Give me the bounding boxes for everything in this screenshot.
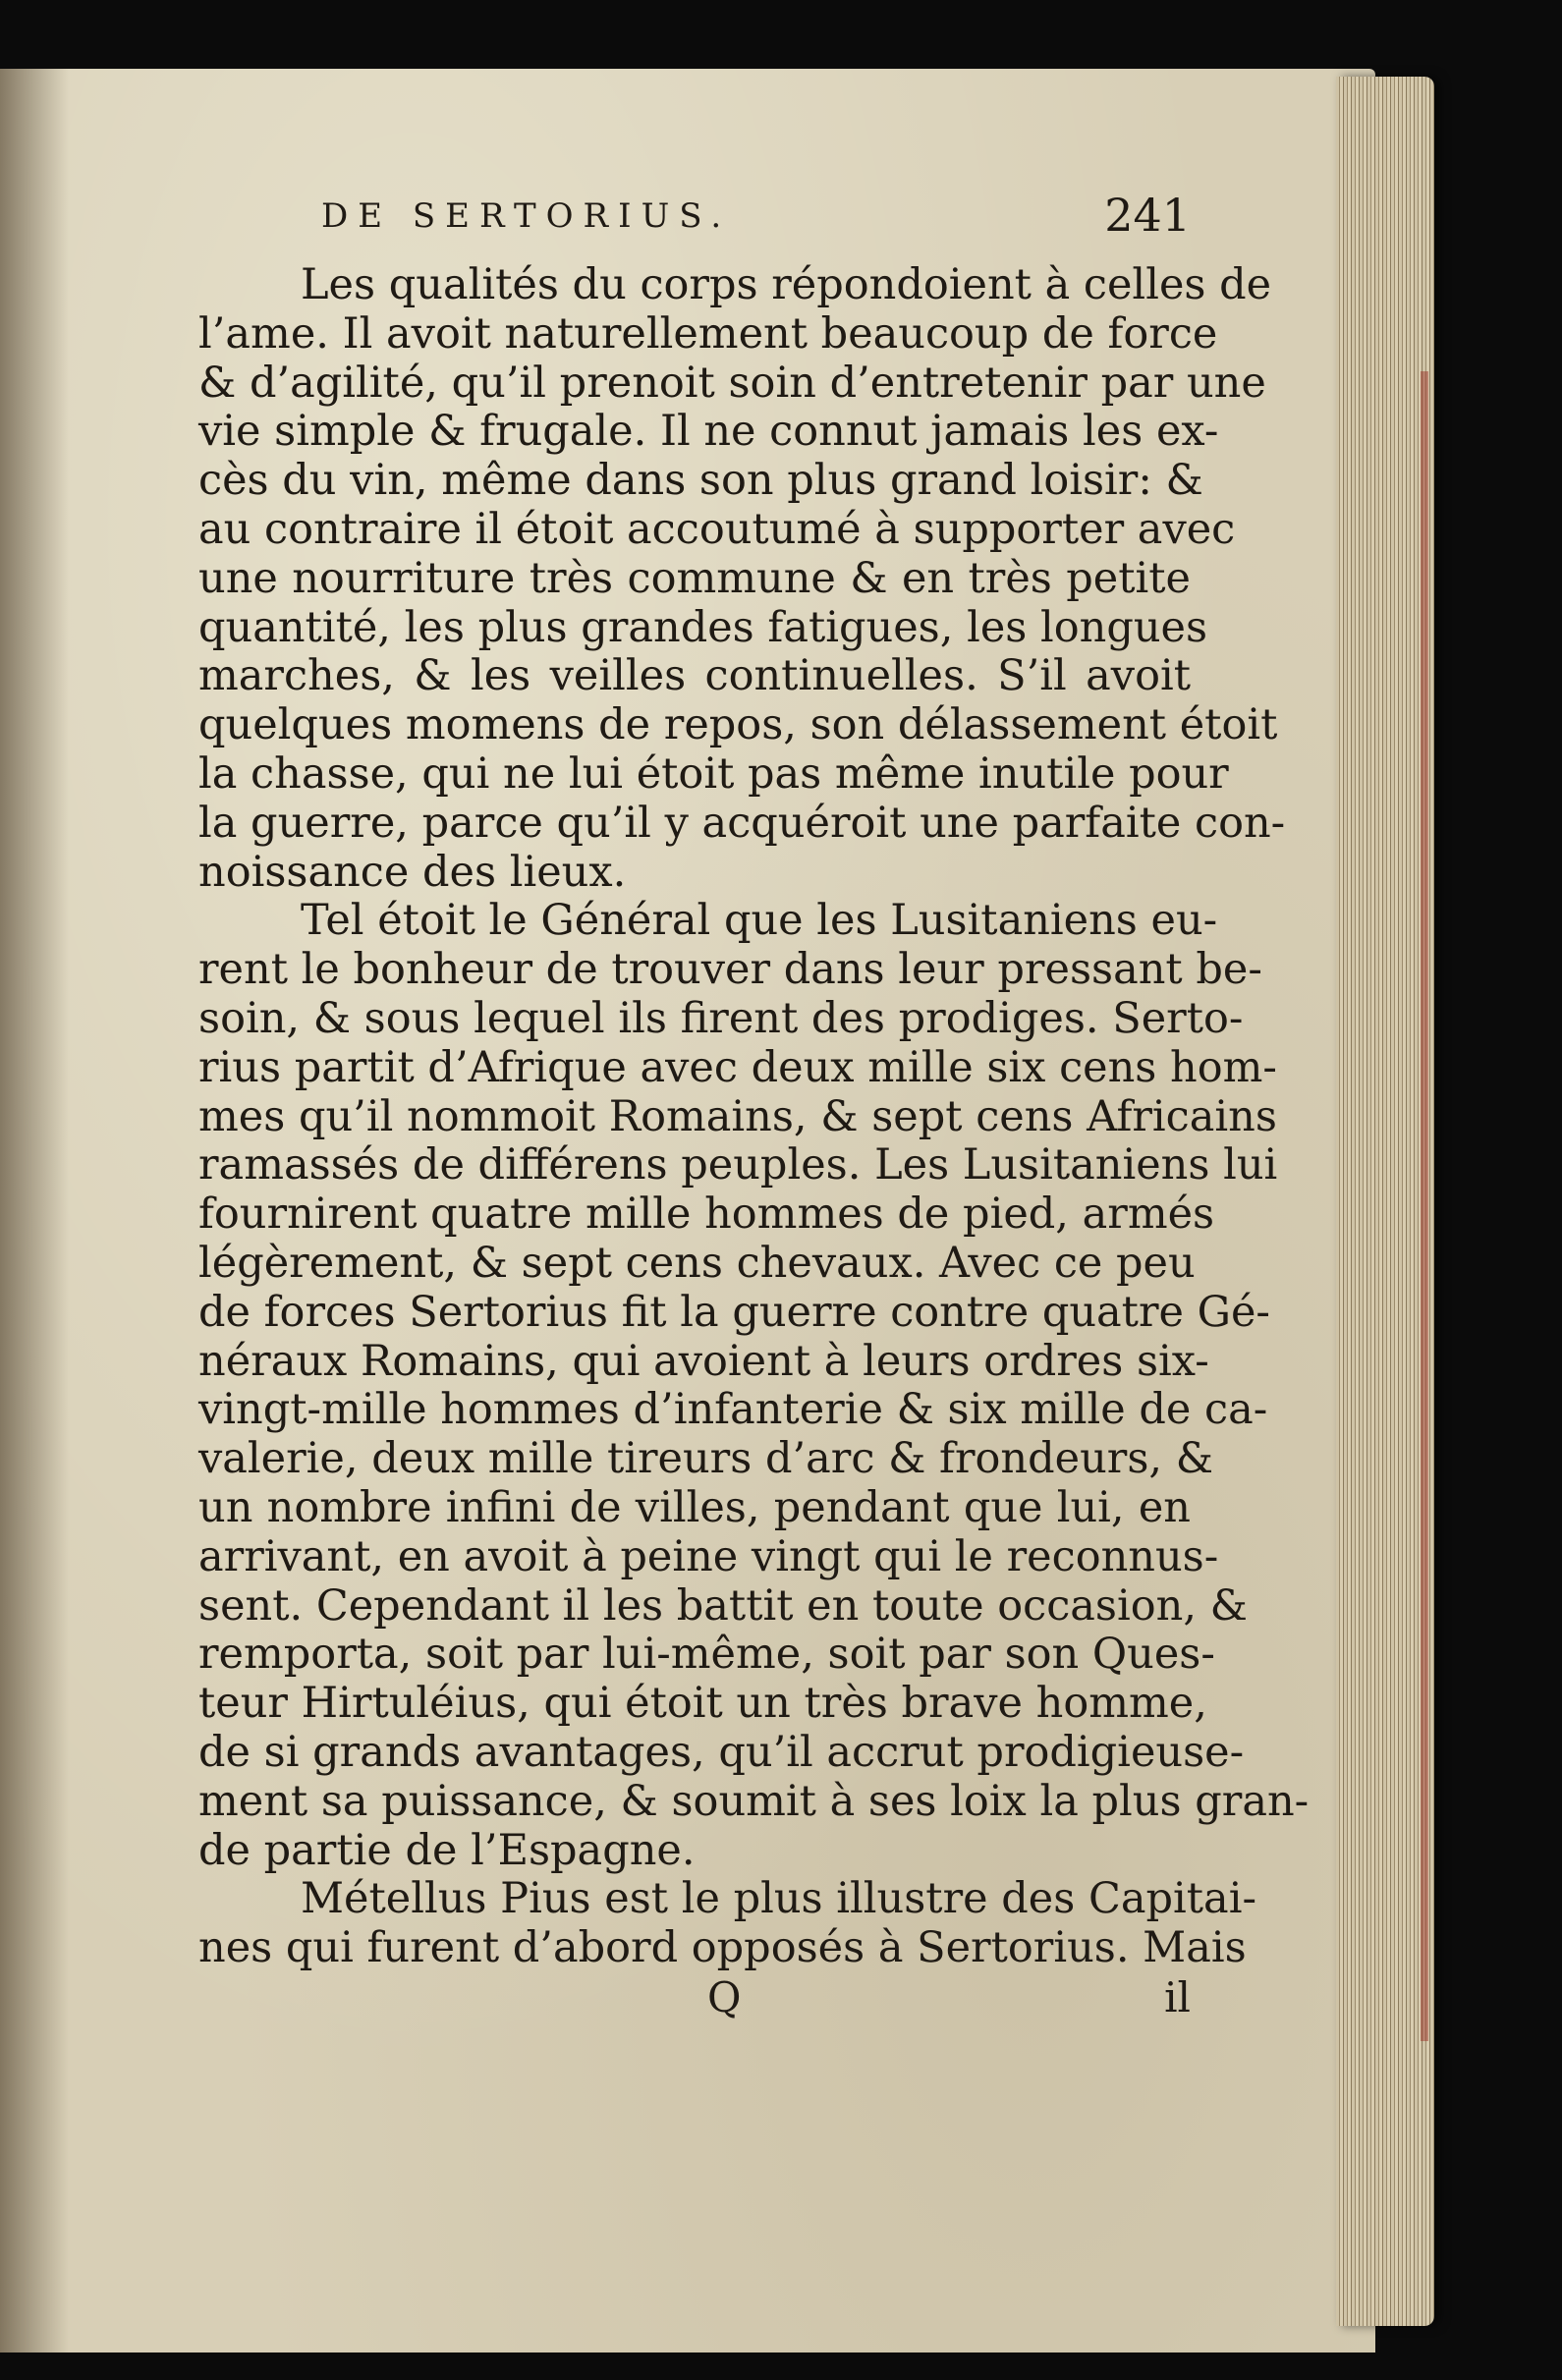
text-line: teur Hirtuléius, qui étoit un très brave homme, xyxy=(198,1679,1207,1729)
page-number: 241 xyxy=(1104,189,1191,242)
text-line: mes qu’il nommoit Romains, & sept cens Africains xyxy=(198,1091,1277,1141)
text-line: quantité, les plus grandes fatigues, les longues xyxy=(198,602,1208,652)
text-line: au contraire il étoit accoutumé à supporter avec xyxy=(198,504,1236,554)
text-line: de si grands avantages, qu’il accrut prodigieuse- xyxy=(198,1727,1245,1777)
page-footer xyxy=(198,1973,1191,2022)
text-line: néraux Romains, qui avoient à leurs ordres six- xyxy=(198,1336,1209,1386)
text-line: noissance des lieux. xyxy=(198,847,627,897)
text-line: valerie, deux mille tireurs d’arc & frondeurs, & xyxy=(198,1434,1214,1484)
text-line: Tel étoit le Général que les Lusitaniens eu- xyxy=(301,896,1218,946)
catchword: il xyxy=(1164,1972,1191,2021)
text-line: un nombre infini de villes, pendant que lui, en xyxy=(198,1482,1191,1532)
page-text-block xyxy=(198,189,1310,2022)
text-line: vingt-mille hommes d’infanterie & six mille de ca- xyxy=(198,1385,1268,1435)
text-line: marches, & les veilles continuelles. S’il avoit xyxy=(198,651,1191,701)
text-line: Métellus Pius est le plus illustre des Capitai- xyxy=(301,1874,1256,1924)
text-line: la guerre, parce qu’il y acquéroit une parfaite con- xyxy=(198,798,1286,848)
text-line: ment sa puissance, & soumit à ses loix la plus gran- xyxy=(198,1776,1310,1826)
text-line: de partie de l’Espagne. xyxy=(198,1825,696,1875)
text-line: Les qualités du corps répondoient à celles de xyxy=(301,260,1272,309)
text-line: sent. Cependant il les battit en toute occasion, & xyxy=(198,1580,1248,1631)
text-line: légèrement, & sept cens chevaux. Avec ce peu xyxy=(198,1238,1196,1288)
text-line: fournirent quatre mille hommes de pied, armés xyxy=(198,1190,1215,1240)
text-line: remporta, soit par lui-même, soit par son Ques- xyxy=(198,1630,1215,1680)
text-line: de forces Sertorius fit la guerre contre quatre Gé- xyxy=(198,1287,1270,1337)
text-line: quelques momens de repos, son délassement étoit xyxy=(198,700,1278,750)
text-line: l’ame. Il avoit naturellement beaucoup de force xyxy=(198,308,1218,359)
text-line: vie simple & frugale. Il ne connut jamais les ex- xyxy=(198,407,1219,457)
text-line: rent le bonheur de trouver dans leur pressant be- xyxy=(198,945,1262,995)
text-line: une nourriture très commune & en très petite xyxy=(198,553,1191,603)
text-line: rius partit d’Afrique avec deux mille six cens hom- xyxy=(198,1042,1277,1092)
gutter-shadow xyxy=(0,69,69,2352)
text-line: & d’agilité, qu’il prenoit soin d’entretenir par une xyxy=(198,358,1266,408)
running-head xyxy=(198,189,1191,261)
running-title: DE SERTORIUS. xyxy=(321,196,732,236)
text-line: ramassés de différens peuples. Les Lusitaniens lui xyxy=(198,1140,1278,1190)
text-line: cès du vin, même dans son plus grand loisir: & xyxy=(198,456,1203,506)
signature-mark: Q xyxy=(707,1972,742,2021)
text-line: nes qui furent d’abord opposés à Sertorius. Mais xyxy=(198,1923,1247,1973)
text-line: arrivant, en avoit à peine vingt qui le reconnus- xyxy=(198,1531,1219,1581)
text-line: la chasse, qui ne lui étoit pas même inutile pour xyxy=(198,748,1229,799)
text-line: soin, & sous lequel ils firent des prodiges. Serto- xyxy=(198,993,1244,1043)
page-edges xyxy=(1336,77,1434,2326)
